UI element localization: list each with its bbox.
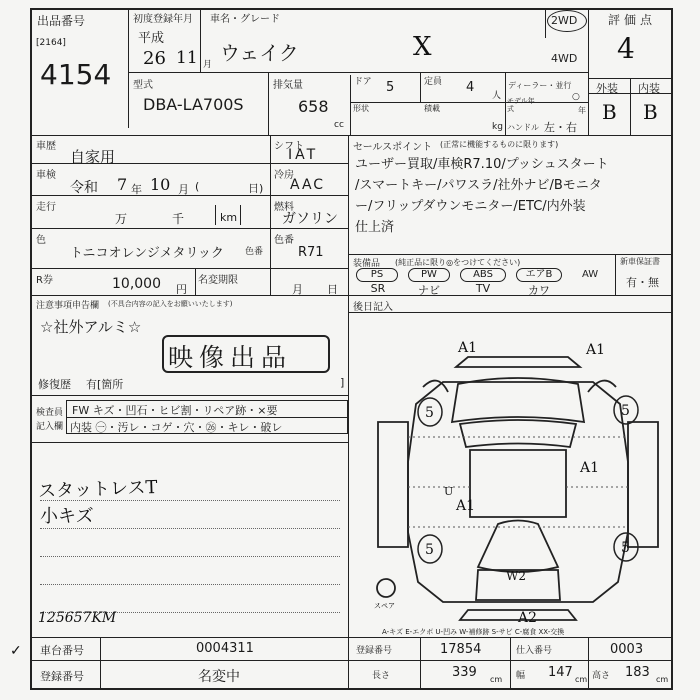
disp-value: 658 <box>298 97 329 116</box>
modelyear-unit: 年 <box>578 106 586 115</box>
diagram-windshield <box>460 420 576 447</box>
equip-ps: PS <box>356 268 398 282</box>
interior-label: 内装 <box>638 82 660 95</box>
height-label: 高さ <box>592 671 611 681</box>
diagram-mark-10: W2 <box>506 569 526 583</box>
seats-value: 4 <box>466 80 475 95</box>
video-stamp-text: 映像出品 <box>168 343 293 372</box>
model-value: DBA-LA700S <box>143 95 244 114</box>
repair-label: 修復歴 <box>38 378 71 391</box>
width-label: 幅 <box>516 671 526 681</box>
back-note-2: 小キズ <box>40 506 94 527</box>
aircon-label: 冷房 <box>274 170 294 181</box>
stockno-value: 0003 <box>610 642 644 657</box>
mileage-label: 走行 <box>36 202 56 213</box>
diagram-front-bumper <box>456 357 580 367</box>
fuel-value: ガソリン <box>282 211 338 227</box>
inspection-month-unit: 月 <box>178 183 189 196</box>
shape-label: 形状 <box>353 104 369 113</box>
diagram-mark-7: A1 <box>456 498 476 514</box>
inspection-day-paren: ( <box>195 180 200 193</box>
use-label: 車歴 <box>36 141 56 152</box>
car-name: ウェイク <box>220 41 299 65</box>
color-code: R71 <box>298 245 324 260</box>
equip-leather: カワ <box>528 284 550 297</box>
car-label: 車名・グレード <box>210 14 280 25</box>
reg-label: 初度登録年月 <box>133 14 193 25</box>
handle-value: 左・右 <box>544 121 577 134</box>
inspect-row-1: FW キズ・凹石・ヒビ割・リペア跡・×要 <box>72 404 278 417</box>
diagram-rear-window <box>478 521 558 573</box>
score-label: 評価点 <box>608 13 657 27</box>
lot-label: 出品番号 <box>37 14 86 28</box>
drive-4wd: 4WD <box>551 52 578 65</box>
diagram-roof <box>470 450 566 517</box>
back-note-3: 125657KM <box>38 610 117 626</box>
color-code-head: 色番 <box>274 235 294 246</box>
score-value: 4 <box>617 32 635 65</box>
sales-line-1: ユーザー買取/車検R7.10/プッシュスタート <box>355 157 609 172</box>
diagram-mark-8: 5 <box>425 542 434 558</box>
lot-sub: [2164] <box>36 38 66 48</box>
mileage-unit: km <box>220 211 238 224</box>
sales-line-2: /スマートキー/パワスラ/社外ナビ/Bモニタ <box>355 178 602 193</box>
dealer-dot: ○ <box>572 92 580 102</box>
inspection-year-unit: 年 <box>131 183 142 196</box>
diagram-mark-4: 5 <box>621 403 630 419</box>
seats-unit: 人 <box>492 91 502 101</box>
exterior-label: 外装 <box>596 82 618 95</box>
model-label: 型式 <box>133 80 153 91</box>
reg-month: 11 <box>176 48 198 68</box>
newcar-value: 有・無 <box>626 276 659 289</box>
equip-airbag: エアB <box>516 268 562 282</box>
mileage-sen: 千 <box>172 212 185 226</box>
diagram-mark-2: A1 <box>586 342 606 358</box>
tick-mark: ✓ <box>10 643 22 659</box>
namechange-day: 日 <box>327 283 338 296</box>
handle-label: ハンドル <box>507 123 539 132</box>
interior-value: B <box>643 100 658 124</box>
inspect-label-2: 記入欄 <box>36 422 64 432</box>
inspection-era: 令和 <box>70 180 98 196</box>
car-grade: X <box>413 32 432 62</box>
datano-value: 17854 <box>440 642 482 657</box>
namechange-label: 名変期限 <box>198 275 238 286</box>
equip-tv: TV <box>475 282 491 295</box>
width-value: 147 <box>548 665 573 680</box>
inspection-label: 車検 <box>36 170 56 181</box>
load-label: 積載 <box>424 104 440 113</box>
seats-label: 定員 <box>424 77 443 87</box>
height-value: 183 <box>625 665 650 680</box>
equip-pw: PW <box>408 268 450 282</box>
use-value: 自家用 <box>70 148 116 166</box>
namechange-month: 月 <box>292 283 303 296</box>
lot-number: 4154 <box>40 58 112 91</box>
car-damage-diagram <box>348 312 673 637</box>
diagram-mark-5: A1 <box>580 460 600 476</box>
shift-label: シフト <box>274 141 304 152</box>
shift-value: IAT <box>288 147 319 163</box>
length-label: 長さ <box>372 671 391 681</box>
dealer-label: ディーラー・並行 <box>508 81 572 90</box>
reg-month-unit: 月 <box>203 60 213 70</box>
length-value: 339 <box>452 665 477 680</box>
disp-unit: cc <box>334 120 344 130</box>
width-unit: cm <box>575 675 588 684</box>
repair-bracket: ] <box>340 376 345 389</box>
diagram-mark-1: A1 <box>458 340 478 356</box>
doors-value: 5 <box>386 80 395 95</box>
sales-note: (正常に機能するものに限ります) <box>440 140 559 149</box>
drive-2wd: 2WD <box>551 14 578 27</box>
back-label: 後日記入 <box>353 302 393 313</box>
reg-era: 平成 <box>138 31 165 46</box>
stockno-label: 仕入番号 <box>516 646 553 656</box>
notes-label: 注意事項申告欄 <box>36 301 100 311</box>
equipment-label: 装備品 <box>353 259 381 269</box>
inspection-day-unit: 日) <box>248 182 264 195</box>
newcar-label: 新車保証書 <box>620 257 660 266</box>
notes-note: (不具合内容の記入をお願いいたします) <box>108 300 233 308</box>
fuel-label: 燃料 <box>274 202 294 213</box>
load-unit: kg <box>492 122 503 132</box>
sales-line-3: ー/フリップダウンモニター/ETC/内外装 <box>355 199 586 214</box>
reg-year: 26 <box>143 48 166 69</box>
equip-abs: ABS <box>460 268 506 282</box>
recycle-value: 10,000 <box>112 276 161 292</box>
back-note-1: スタットレスT <box>37 476 158 503</box>
equip-navi: ナビ <box>418 284 440 297</box>
color-code-label: 色番 <box>245 247 264 257</box>
notes-line-1: ☆社外アルミ☆ <box>40 318 142 336</box>
repair-value: 有[箇所 <box>86 378 124 391</box>
modelyear-label: モデル年式 <box>507 97 535 113</box>
diagram-mark-3: 5 <box>425 405 434 421</box>
diagram-mark-9: 5 <box>621 540 630 556</box>
diagram-mark-6: U <box>444 485 454 498</box>
disp-label: 排気量 <box>273 80 303 91</box>
diagram-right-side <box>628 422 658 547</box>
recycle-label: R券 <box>36 275 53 286</box>
mileage-man: 万 <box>115 212 128 226</box>
chassis-label: 車台番号 <box>40 644 84 657</box>
diagram-hood <box>452 378 584 422</box>
datano-label: 登録番号 <box>356 646 393 656</box>
diagram-left-side <box>378 422 408 547</box>
equipment-note: (純正品に限り◎をつけてください) <box>395 258 521 267</box>
inspection-month: 10 <box>150 175 171 194</box>
aircon-value: AAC <box>290 177 326 193</box>
doors-label: ドア <box>354 77 372 87</box>
diagram-mark-11: A2 <box>518 610 538 626</box>
sales-label: セールスポイント <box>353 142 433 153</box>
inspection-year: 7 <box>117 175 128 194</box>
color-label: 色 <box>36 235 46 246</box>
height-unit: cm <box>656 675 669 684</box>
exterior-value: B <box>602 100 617 124</box>
regno-label: 登録番号 <box>40 670 84 683</box>
chassis-value: 0004311 <box>196 641 254 656</box>
inspect-row-2: 内装 ㊀・汚レ・コゲ・穴・㉖・キレ・破レ <box>70 421 283 434</box>
sales-line-4: 仕上済 <box>355 220 395 235</box>
diagram-spare-circle <box>377 579 395 597</box>
equip-sr: SR <box>370 282 386 295</box>
damage-legend: A-キズ E-エクボ U-凹み W-補修跡 S-サビ C-腐食 XX-交換 <box>382 628 565 636</box>
length-unit: cm <box>490 675 503 684</box>
equip-aw: AW <box>582 269 599 280</box>
recycle-unit: 円 <box>176 283 187 296</box>
color-value: トニコオレンジメタリック <box>70 246 224 261</box>
regno-value: 名変中 <box>198 669 240 685</box>
diagram-spare-label: スペア <box>374 602 395 610</box>
inspect-label-1: 検査員 <box>36 408 64 418</box>
